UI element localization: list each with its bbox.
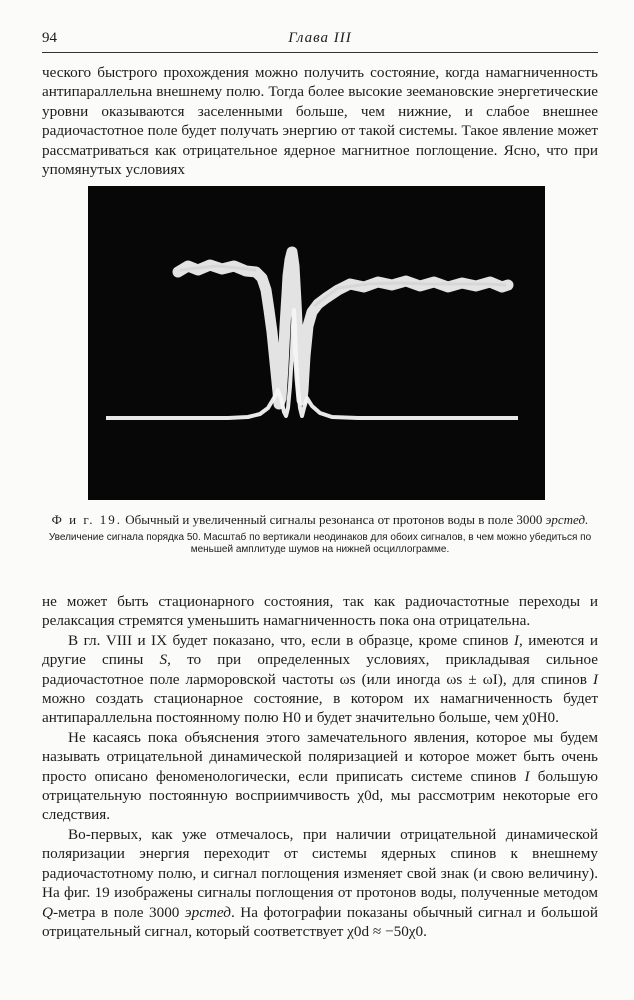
chapter-title: Глава III (288, 30, 352, 46)
top-paragraph-text: ческого быстрого прохождения можно получить состояние, когда намагниченность антипараллельна внешнему полю. Тогда более высокие зеемановские энергетические уровни оказываются заселенными больше, чем нижние, и слабое внешнее радиочастотное поле будет получать энергию от такой системы. Такое явление может рассматриваться как отрицательное ядерное магнитное поглощение. Ясно, что при упомянутых условиях (42, 64, 598, 179)
caption-main (42, 512, 598, 528)
oscillogram-photo (88, 186, 545, 500)
body-paragraph-1: не может быть стационарного состояния, так как радиочастотные переходы и релаксация стремятся уменьшить намагниченность пока она отрицательна. (42, 593, 598, 630)
body-paragraph-3: Не касаясь пока объяснения этого замечательного явления, которое мы будем называть отрицательной динамической поляризацией и которое может быть очень просто описано феноменологически, если приписать системе спинов I большую отрицательную постоянную восприимчивость χ0d, мы рассмотрим некоторые его следствия. (42, 728, 598, 824)
caption-subtext: Увеличение сигнала порядка 50. Масштаб по вертикали неодинаков для обоих сигналов, в чем можно убедиться по меньшей амплитуде шумов на нижней осциллограмме. (48, 531, 592, 555)
body-paragraph-4: Во-первых, как уже отмечалось, при наличии отрицательной динамической поляризации энергия переходит от системы ядерных спинов к внешнему радиочастотному полю, и сигнал поглощения изменяет свой знак (и свою величину). На фиг. 19 изображены сигналы поглощения от протонов воды, полученные методом Q-метра в поле 3000 эрстед. На фотографии показаны обычный сигнал и большой отрицательный сигнал, который соответствует χ0d ≈ −50χ0. (42, 825, 598, 940)
figure-oscillogram (88, 186, 545, 500)
caption-main-text: Обычный и увеличенный сигналы резонанса от протонов воды в поле 3000 (125, 512, 543, 527)
figure-label: Ф и г. 19. (51, 512, 122, 527)
body-text (42, 592, 598, 941)
page-header (42, 30, 598, 50)
caption-unit: эрстед. (545, 512, 589, 527)
body-paragraph-2: В гл. VIII и IX будет показано, что, если в образце, кроме спинов I, имеются и другие спины S, то при определенных условиях, прикладывая сильное радиочастотное поле ларморовской частоты ωs (или иногда ωs ± ωI), для спинов I можно создать стационарное состояние, в котором их намагниченность будет антипараллельна постоянному полю H0 и будет значительно больше, чем χ0H0. (42, 631, 598, 727)
header-rule (42, 52, 598, 53)
figure-caption (42, 512, 598, 556)
top-paragraph (42, 63, 598, 179)
page-number: 94 (42, 30, 57, 46)
